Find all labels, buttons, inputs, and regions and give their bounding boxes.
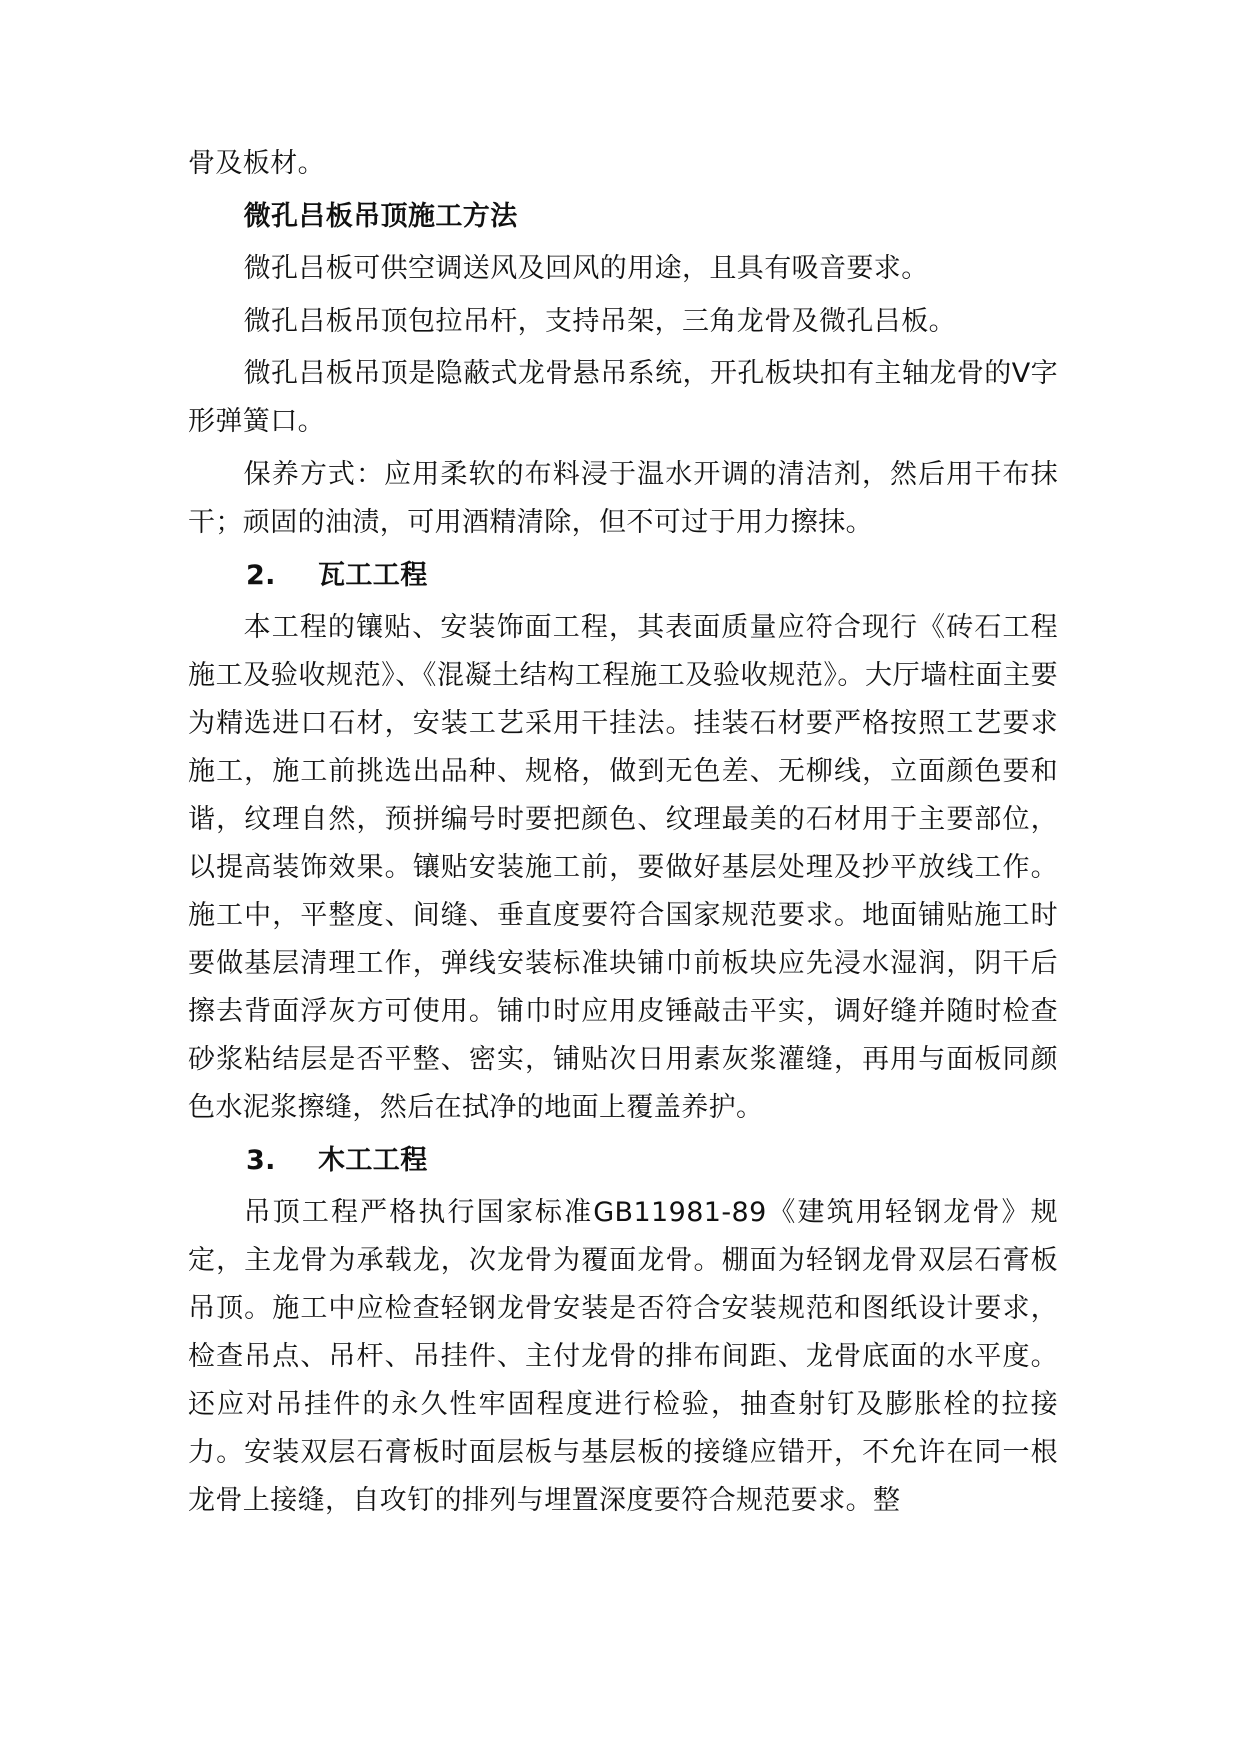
paragraph-micro-panel-system: 微孔吕板吊顶是隐蔽式龙骨悬吊系统，开孔板块扣有主轴龙骨的V字形弹簧口。 [188,358,1058,438]
section-title: 木工工程 [318,1144,428,1176]
paragraph-continuation: 骨及板材。 [188,148,325,179]
paragraph-carpentry: 吊顶工程严格执行国家标准GB11981-89《建筑用轻钢龙骨》规定，主龙骨为承载龙，次龙骨为覆面龙骨。棚面为轻钢龙骨双层石膏板吊顶。施工中应检查轻钢龙骨安装是否符合安装规范和图纸设计要求，检查吊点、吊杆、吊挂件、主付龙骨的排布间距、龙骨底面的水平度。还应对吊挂件的永久性牢固程度进行检验，抽查射钉及膨胀栓的拉接力。安装双层石膏板时面层板与基层板的接缝应错开，不允许在同一根龙骨上接缝，自攻钉的排列与埋置深度要符合规范要求。整 [188,1197,1058,1517]
paragraph-micro-panel-usage: 微孔吕板可供空调送风及回风的用途，且具有吸音要求。 [243,253,929,285]
document-page [188,140,1058,1530]
section-heading-carpentry [188,1137,1058,1185]
section-number: 3. [246,1144,276,1176]
section-title: 瓦工工程 [318,559,428,591]
subheading-text: 微孔吕板吊顶施工方法 [243,200,518,232]
section-heading-tile-work [188,552,1058,600]
subheading-micro-panel-ceiling [188,193,1058,241]
section-number: 2. [246,559,276,591]
paragraph-tile-work: 本工程的镶贴、安装饰面工程，其表面质量应符合现行《砖石工程施工及验收规范》、《混凝土结构工程施工及验收规范》。大厅墙柱面主要为精选进口石材，安装工艺采用干挂法。挂装石材要严格按照工艺要求施工，施工前挑选出品种、规格，做到无色差、无柳线，立面颜色要和谐，纹理自然，预拼编号时要把颜色、纹理最美的石材用于主要部位，以提高装饰效果。镶贴安装施工前，要做好基层处理及抄平放线工作。施工中，平整度、间缝、垂直度要符合国家规范要求。地面铺贴施工时要做基层清理工作，弹线安装标准块铺巾前板块应先浸水湿润，阴干后擦去背面浮灰方可使用。铺巾时应用皮锤敲击平实，调好缝并随时检查砂浆粘结层是否平整、密实，铺贴次日用素灰浆灌缝，再用与面板同颜色水泥浆擦缝，然后在拭净的地面上覆盖养护。 [188,612,1058,1124]
paragraph-maintenance: 保养方式：应用柔软的布料浸于温水开调的清洁剂，然后用干布抹干；顽固的油渍，可用酒精清除，但不可过于用力擦抹。 [188,458,1058,538]
paragraph-micro-panel-components: 微孔吕板吊顶包拉吊杆，支持吊架，三角龙骨及微孔吕板。 [243,305,957,337]
